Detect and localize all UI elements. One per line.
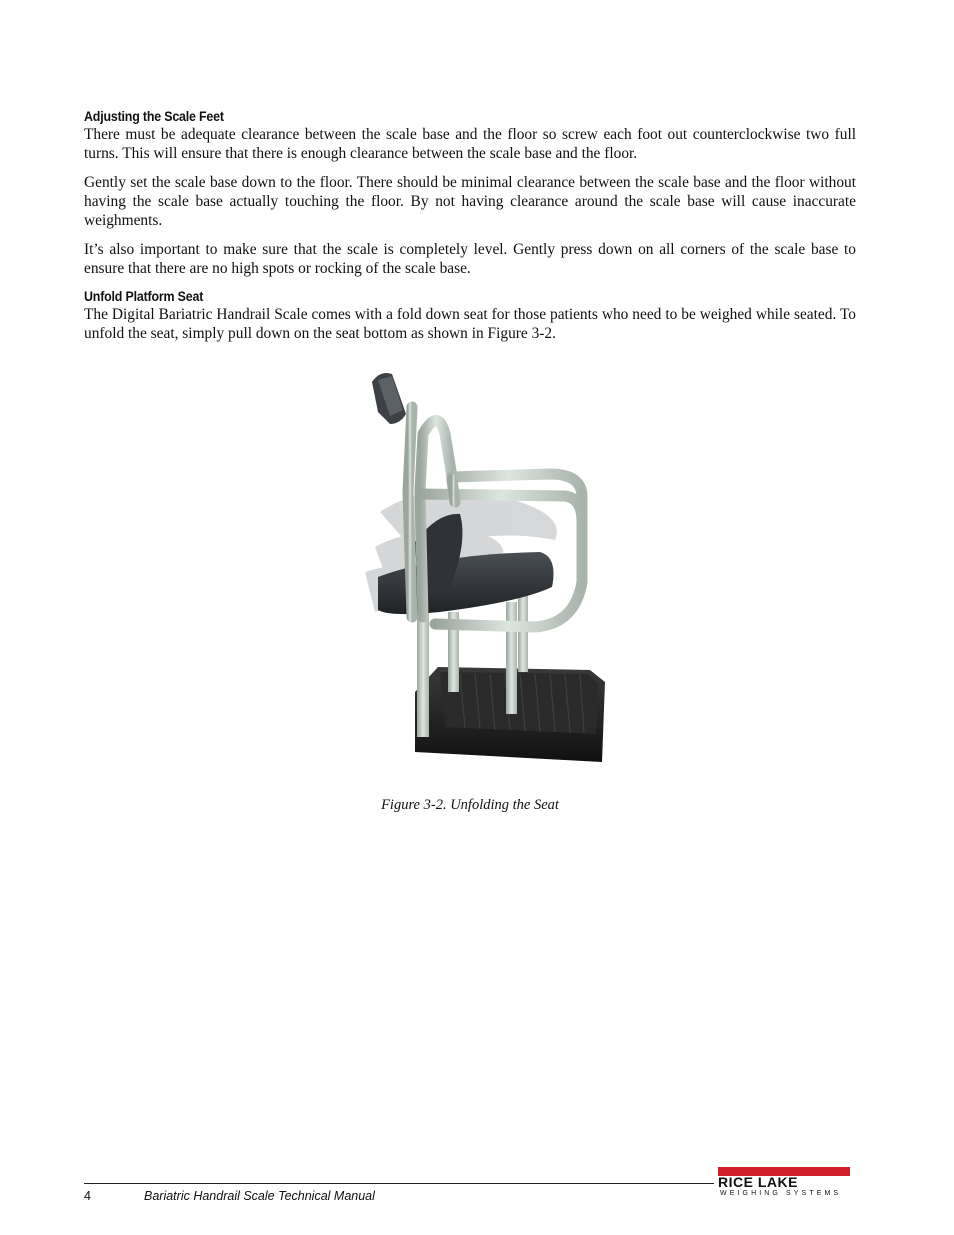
paragraph: The Digital Bariatric Handrail Scale comes with a fold down seat for those patients who need to be weighed while seated. To unfold the seat, simply pull down on the seat bottom as shown in Figure 3-2.: [84, 306, 856, 342]
page-number: 4: [84, 1189, 91, 1203]
paragraph: There must be adequate clearance between the scale base and the floor so screw each foot out counterclockwise two full turns. This will ensure that there is enough clearance between the scale base and the floor.: [84, 126, 856, 162]
section-heading-adjusting-feet: Adjusting the Scale Feet: [84, 109, 224, 124]
figure-scale-chair-image: [320, 362, 635, 782]
display-head: [372, 373, 406, 424]
manual-title: Bariatric Handrail Scale Technical Manual: [144, 1189, 375, 1203]
section-heading-unfold-seat: Unfold Platform Seat: [84, 289, 204, 304]
footer-divider: [84, 1183, 714, 1184]
rice-lake-logo: [718, 1167, 852, 1201]
logo-wordmark: RICE LAKE: [718, 1174, 798, 1190]
page-content: [84, 108, 856, 353]
paragraph: It’s also important to make sure that the scale is completely level. Gently press down on all corners of the scale base to ensure that there are no high spots or rocking of the scale base.: [84, 241, 856, 277]
logo-tagline: WEIGHING SYSTEMS: [720, 1190, 842, 1197]
paragraph: Gently set the scale base down to the floor. There should be minimal clearance between the scale base and the floor without having the scale base actually touching the floor. By not having clearance around the scale base will cause inaccurate weighments.: [84, 174, 856, 229]
scale-chair-illustration: [320, 362, 635, 782]
figure-caption: Figure 3-2. Unfolding the Seat: [381, 797, 559, 813]
